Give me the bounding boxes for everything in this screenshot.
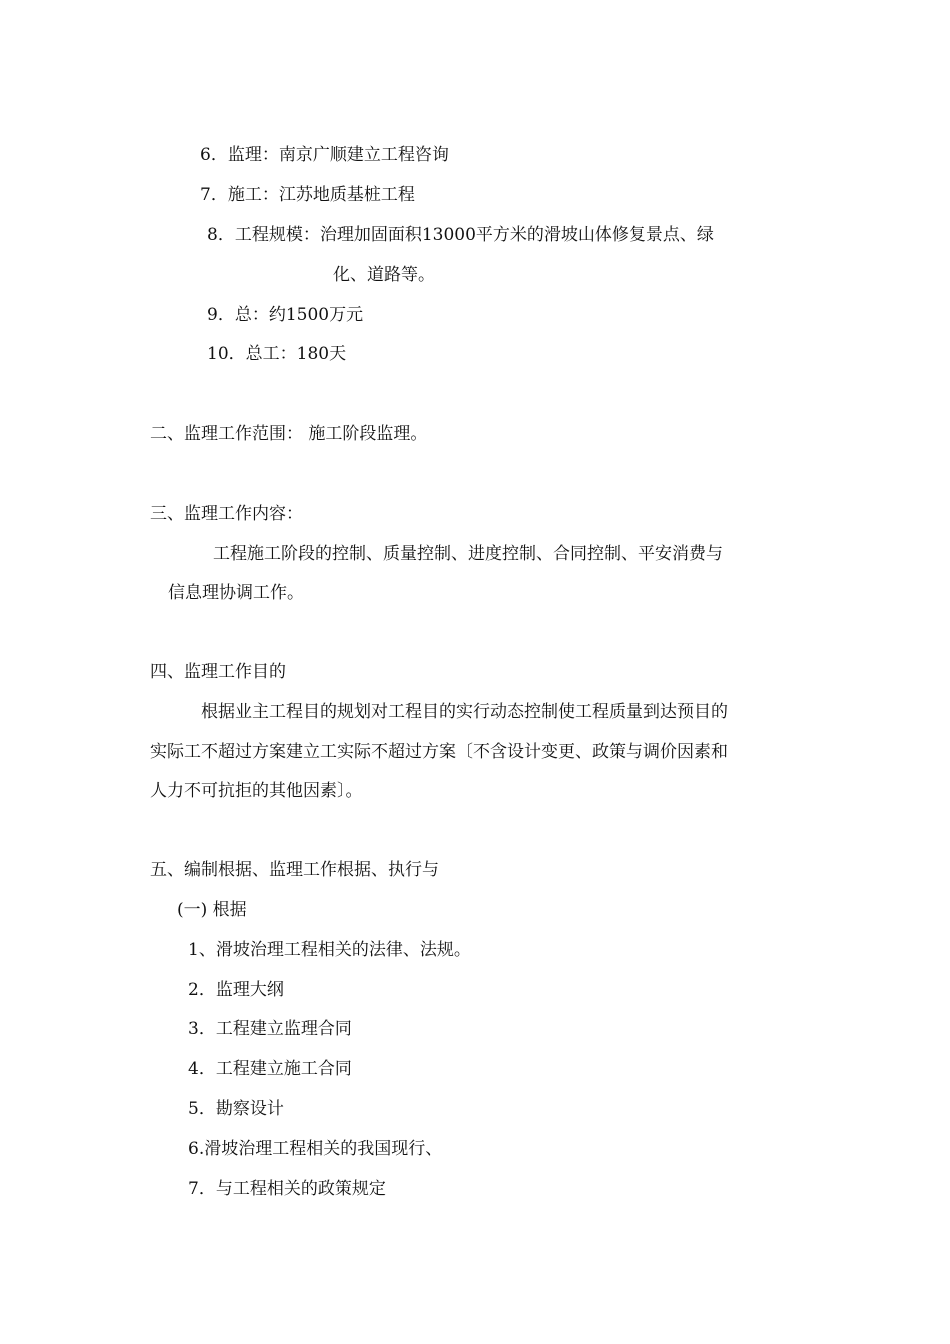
project-item-scale-continued: 化、道路等。 — [333, 265, 435, 285]
section-objective-body: 根据业主工程目的规划对工程目的实行动态控制使工程质量到达预目的 — [201, 702, 728, 722]
basis-list-item: 5．勘察设计 — [188, 1099, 284, 1119]
section-objective-body-line2: 实际工不超过方案建立工实际不超过方案〔不含设计变更、政策与调价因素和 — [150, 742, 728, 762]
section-content-body-continued: 信息理协调工作。 — [168, 583, 304, 603]
basis-list-item: 4．工程建立施工合同 — [188, 1059, 352, 1079]
project-item-duration: 10．总工：180天 — [207, 344, 347, 364]
section-content-body: 工程施工阶段的控制、质量控制、进度控制、合同控制、平安消费与 — [213, 544, 723, 564]
section-basis-heading: 五、编制根据、监理工作根据、执行与 — [150, 860, 439, 880]
basis-list-item: 6.滑坡治理工程相关的我国现行、 — [188, 1139, 443, 1159]
section-content-heading: 三、监理工作内容： — [150, 504, 303, 524]
section-objective-body-line3: 人力不可抗拒的其他因素〕。 — [150, 781, 363, 801]
project-item-constructor: 7．施工：江苏地质基桩工程 — [200, 185, 415, 205]
basis-list-item: 3．工程建立监理合同 — [188, 1019, 352, 1039]
section-scope-heading: 二、监理工作范围： 施工阶段监理。 — [150, 424, 428, 444]
basis-list-item: 7．与工程相关的政策规定 — [188, 1179, 386, 1199]
section-objective-heading: 四、监理工作目的 — [150, 662, 286, 682]
basis-list-item: 1、滑坡治理工程相关的法律、法规。 — [188, 940, 471, 960]
project-item-scale: 8．工程规模：治理加固面积13000平方米的滑坡山体修复景点、绿 — [207, 225, 714, 245]
basis-list-item: 2．监理大纲 — [188, 980, 284, 1000]
project-item-supervisor: 6．监理：南京广顺建立工程咨询 — [200, 145, 449, 165]
section-basis-subheading: (一) 根据 — [177, 900, 247, 920]
project-item-total: 9．总：约1500万元 — [207, 305, 364, 325]
